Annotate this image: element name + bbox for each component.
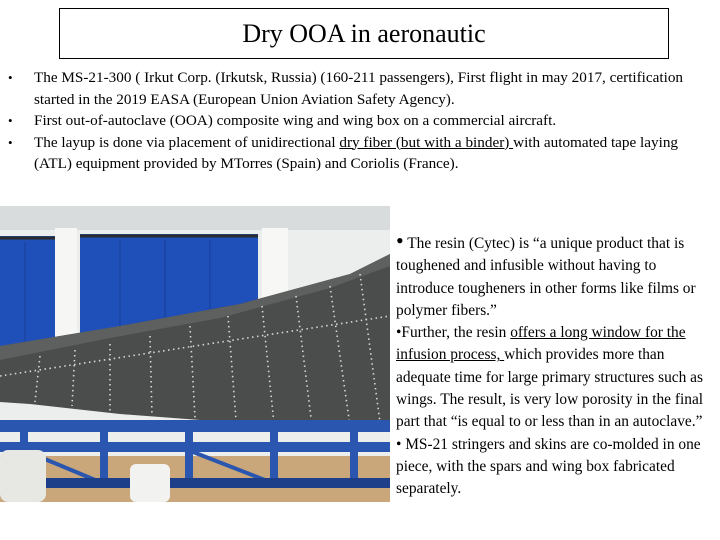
hall-ceiling	[0, 206, 390, 230]
bullet-item	[8, 110, 714, 132]
bullet-marker: •	[8, 113, 13, 128]
bullet-text-end: with automated tape laying (ATL) equipment provided by MTorres (Spain) and Coriolis (France).	[34, 133, 679, 172]
bullet-text-underlined: dry fiber (but with a binder)	[339, 133, 514, 151]
bullet-item	[8, 132, 714, 175]
white-bollard	[130, 464, 170, 502]
side-paragraph-underlined: offers a long window for the infusion process,	[396, 324, 686, 364]
bullet-list	[8, 67, 714, 175]
wing-photo	[0, 206, 390, 502]
side-text	[396, 228, 716, 501]
slide-title: Dry OOA in aeronautic	[242, 18, 486, 48]
side-paragraph-text: The resin (Cytec) is “a unique product that is toughened and infusible without having to introduce tougheners in other forms like films or polymer fibers.”	[396, 235, 696, 319]
side-paragraph	[396, 322, 716, 433]
bullet-text: The MS-21-300 ( Irkut Corp. (Irkutsk, Russia) (160-211 passengers), First flight in may 2017, certification started in the 2019 EASA (European Union Aviation Safety Agency).	[34, 69, 684, 108]
bullet-marker: •	[8, 134, 13, 150]
side-paragraph-end: which provides more than adequate time for large primary structures such as wings. The result, is very low porosity in the final part that “is equal to or less than in an autoclave.”	[396, 346, 704, 431]
blue-panel-left	[0, 236, 55, 356]
side-paragraph: • MS-21 stringers and skins are co-molded in one piece, with the spars and wing box fabricated separately.	[396, 435, 701, 498]
side-paragraph-start: •Further, the resin	[396, 324, 511, 342]
bullet-marker: •	[8, 70, 13, 85]
bullet-text: First out-of-autoclave (OOA) composite wing and wing box on a commercial aircraft.	[34, 112, 557, 129]
bullet-item	[8, 67, 714, 110]
side-bullet-marker: •	[396, 228, 404, 253]
jig-base	[0, 478, 390, 488]
side-paragraph	[396, 228, 716, 322]
white-bollard	[0, 450, 46, 502]
bullet-text-start: The layup is done via placement of unidirectional	[34, 133, 340, 151]
title-box	[59, 8, 669, 59]
